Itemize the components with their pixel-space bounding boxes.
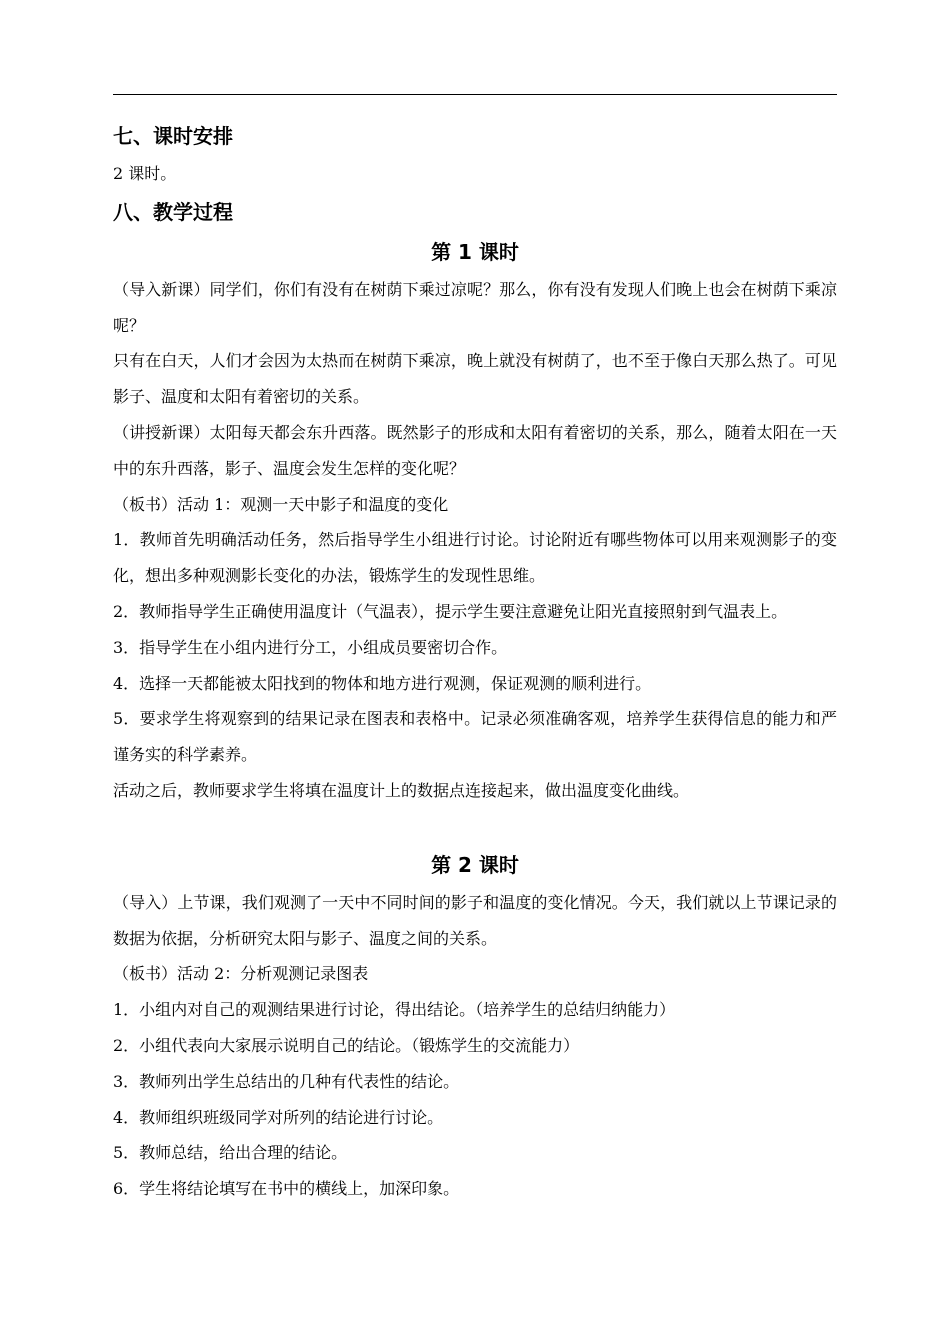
lesson1-paragraph: 4．选择一天都能被太阳找到的物体和地方进行观测，保证观测的顺利进行。 [113, 673, 652, 693]
lesson1-paragraph: 1．教师首先明确活动任务，然后指导学生小组进行讨论。讨论附近有哪些物体可以用来观测影子的变化，想出多种观测影长变化的办法，锻炼学生的发现性思维。 [113, 530, 837, 586]
lesson1-paragraph: 只有在白天，人们才会因为太热而在树荫下乘凉，晚上就没有树荫了，也不至于像白天那么热了。可见影子、温度和太阳有着密切的关系。 [113, 351, 837, 407]
lesson2-paragraph: 1．小组内对自己的观测结果进行讨论，得出结论。（培养学生的总结归纳能力） [113, 1000, 676, 1020]
lesson1-paragraph: （导入新课）同学们，你们有没有在树荫下乘过凉呢？那么，你有没有发现人们晚上也会在树荫下乘凉呢？ [113, 279, 837, 335]
lesson1-paragraph: 5．要求学生将观察到的结果记录在图表和表格中。记录必须准确客观，培养学生获得信息的能力和严谨务实的科学素养。 [113, 709, 837, 765]
lesson1-paragraph: 3．指导学生在小组内进行分工，小组成员要密切合作。 [113, 637, 508, 657]
spacer [113, 809, 837, 845]
lesson1-title: 第 1 课时 [431, 239, 519, 264]
section7-heading: 七、课时安排 [113, 124, 233, 148]
lesson2-paragraph: 6．学生将结论填写在书中的横线上，加深印象。 [113, 1179, 460, 1199]
lesson2-paragraph: （导入）上节课，我们观测了一天中不同时间的影子和温度的变化情况。今天，我们就以上节课记录的数据为依据，分析研究太阳与影子、温度之间的关系。 [113, 892, 837, 948]
lesson1-paragraph: （板书）活动 1：观测一天中影子和温度的变化 [113, 494, 449, 514]
lesson1-paragraph: 活动之后，教师要求学生将填在温度计上的数据点连接起来，做出温度变化曲线。 [113, 780, 690, 800]
document-body [113, 116, 837, 1207]
lesson2-paragraph: 3．教师列出学生总结出的几种有代表性的结论。 [113, 1071, 460, 1091]
lesson2-title: 第 2 课时 [431, 852, 519, 877]
lesson2-paragraph: （板书）活动 2：分析观测记录图表 [113, 964, 369, 984]
header-rule [113, 94, 837, 95]
lesson2-paragraph: 2．小组代表向大家展示说明自己的结论。（锻炼学生的交流能力） [113, 1035, 580, 1055]
lesson2-paragraph: 4．教师组织班级同学对所列的结论进行讨论。 [113, 1107, 444, 1127]
lesson2-paragraph: 5．教师总结，给出合理的结论。 [113, 1143, 348, 1163]
lesson1-paragraph: 2．教师指导学生正确使用温度计（气温表），提示学生要注意避免让阳光直接照射到气温表上。 [113, 601, 788, 621]
section8-heading: 八、教学过程 [113, 199, 233, 224]
lesson1-paragraph: （讲授新课）太阳每天都会东升西落。既然影子的形成和太阳有着密切的关系，那么，随着太阳在一天中的东升西落，影子、温度会发生怎样的变化呢？ [113, 422, 837, 478]
section7-text: 2 课时。 [113, 164, 177, 183]
